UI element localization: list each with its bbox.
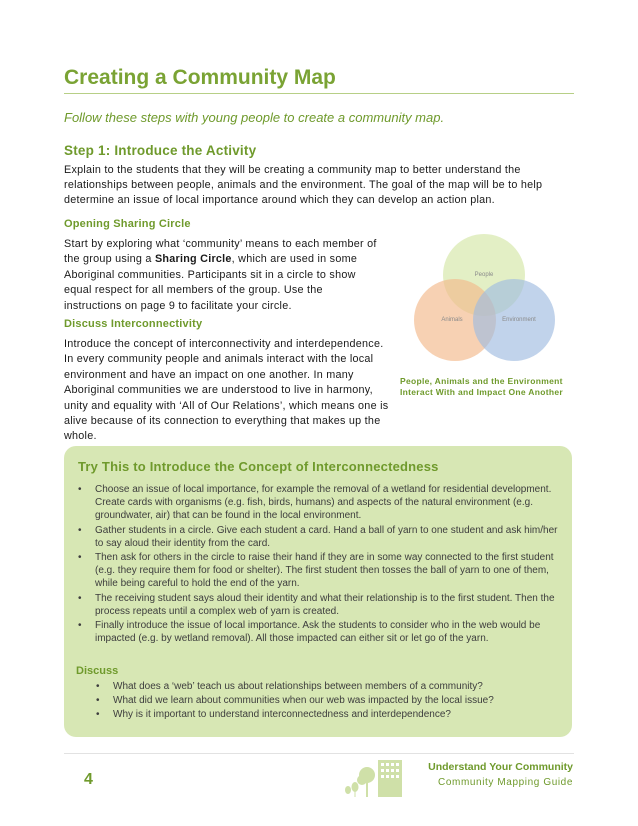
step1-heading: Step 1: Introduce the Activity (64, 143, 257, 158)
try-this-title: Try This to Introduce the Concept of Interconnectedness (78, 459, 439, 474)
venn-label-environment: Environment (502, 317, 536, 323)
bullet-icon: • (78, 484, 82, 495)
sharing-circle-text-part: Start by exploring what ‘community’ means to each member of the group using a (64, 238, 377, 266)
page-number: 4 (84, 771, 93, 788)
list-item (78, 551, 563, 591)
list-item-text: Finally introduce the issue of local importance. Ask the students to consider who in the web would be impacted (e.g. by wetland removal). All those impacted can either sit or let go of the yarn. (95, 620, 541, 645)
footer-divider (64, 753, 574, 754)
discuss-list (96, 680, 556, 723)
list-item-text: Choose an issue of local importance, for example the removal of a wetland for residential development. Create cards with organisms (e.g. fish, birds, humans) and aspects of the natural environment (e.g. groundwater, air) that can be found in the local environment. (95, 484, 552, 522)
bullet-icon: • (78, 592, 82, 604)
bullet-icon: • (96, 681, 100, 692)
list-item (78, 592, 563, 618)
step1-text: Explain to the students that they will be creating a community map to better understand the relationships between people, animals and the environment. The goal of the map will be to help determine an issue of local importance around which they can develop an action plan. (64, 164, 543, 206)
list-item (78, 524, 563, 550)
footer-subtitle: Community Mapping Guide (438, 777, 573, 788)
list-item-text: What does a ‘web’ teach us about relationships between members of a community? (113, 681, 483, 692)
list-item (96, 680, 556, 694)
title-divider (64, 93, 574, 94)
list-item-text: What did we learn about communities when our web was impacted by the local issue? (113, 695, 494, 707)
list-item-text: Gather students in a circle. Give each student a card. Hand a ball of yarn to one student and ask him/her to say aloud their identity from the card. (95, 524, 558, 549)
venn-diagram (405, 232, 563, 364)
list-item-text: Then ask for others in the circle to raise their hand if they are in some way connected to the first student (e.g. they require them for food or shelter). The first student then tosses the ball of yarn to one of them, while being careful to hold the end of the yarn. (95, 552, 554, 590)
list-item (96, 694, 556, 708)
venn-caption: People, Animals and the Environment Interact With and Impact One Another (400, 376, 563, 397)
list-item (96, 708, 556, 722)
list-item-text: Why is it important to understand interconnectedness and interdependence? (113, 709, 451, 721)
sharing-circle-bold: Sharing Circle (154, 253, 232, 266)
sharing-circle-text-part: , which are used in some Aboriginal communities. Participants sit in a circle to show equal respect for all members of the group. Use the instructions on page 9 to facilitate your circle. (64, 253, 358, 312)
interconnectivity-text: Introduce the concept of interconnectivity and interdependence. In every community people and animals interact with the local environment and have an impact on one another. In many Aboriginal communities we are understood to live in harmony, unity and equality with ‘All of Our Relations’, which means one is alive because of its connection to everything that makes up the whole. (64, 338, 389, 443)
venn-label-people: People (474, 272, 494, 278)
community-logo-icon (340, 758, 406, 798)
bullet-icon: • (96, 709, 100, 721)
try-this-list (78, 483, 563, 646)
try-this-box (64, 446, 572, 737)
page-title: Creating a Community Map (64, 66, 336, 89)
sharing-circle-text (64, 237, 382, 314)
bullet-icon: • (96, 695, 100, 707)
list-item (78, 483, 563, 523)
sharing-circle-heading: Opening Sharing Circle (64, 218, 191, 230)
page-subtitle: Follow these steps with young people to create a community map. (64, 110, 445, 125)
venn-label-animals: Animals (441, 317, 463, 323)
bullet-icon: • (78, 552, 82, 564)
interconnectivity-heading: Discuss Interconnectivity (64, 318, 203, 330)
discuss-heading: Discuss (76, 665, 119, 677)
bullet-icon: • (78, 620, 82, 632)
bullet-icon: • (78, 524, 82, 536)
list-item (78, 619, 563, 645)
footer-title: Understand Your Community (428, 761, 573, 773)
list-item-text: The receiving student says aloud their identity and what their relationship is to the first student. Then the process repeats until a complex web of yarn is created. (95, 592, 555, 617)
